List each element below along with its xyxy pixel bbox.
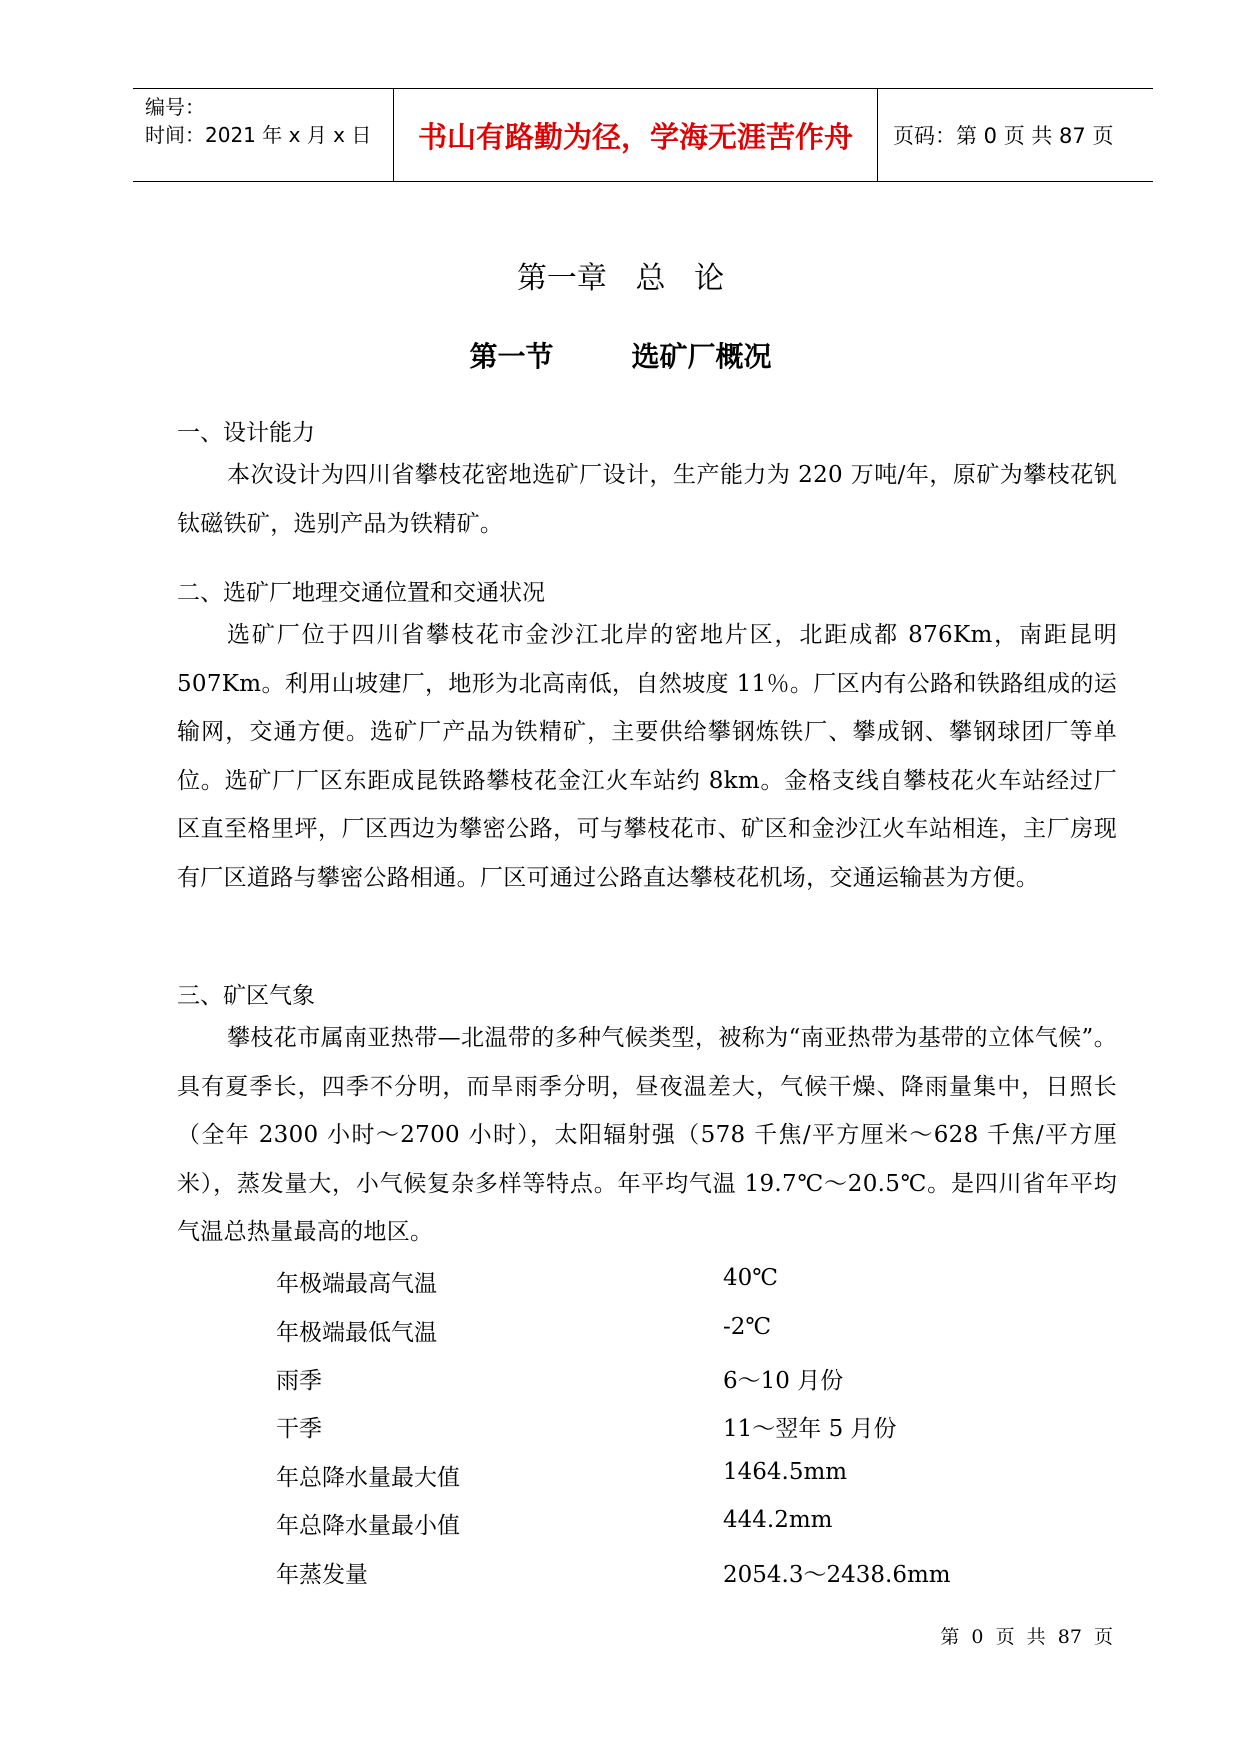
climate-row (0, 1314, 1241, 1354)
climate-label: 年极端最高气温 (276, 1271, 437, 1297)
header-motto: 书山有路勤为径，学海无涯苦作舟 (417, 119, 853, 154)
climate-row (0, 1459, 1241, 1499)
climate-row (0, 1410, 1241, 1450)
climate-value: 6～10 月份 (723, 1368, 844, 1394)
header-divider (877, 89, 878, 181)
page-footer: 第 0 页 共 87 页 (940, 1626, 1113, 1648)
climate-row (0, 1265, 1241, 1305)
climate-value: 2054.3～2438.6mm (723, 1562, 951, 1588)
climate-label: 年极端最低气温 (276, 1320, 437, 1346)
climate-value: 40℃ (723, 1265, 778, 1291)
paragraph-design-capacity: 本次设计为四川省攀枝花密地选矿厂设计，生产能力为 220 万吨/年，原矿为攀枝花钒钛磁铁矿，选别产品为铁精矿。 (177, 462, 1117, 537)
climate-value: 1464.5mm (723, 1459, 848, 1485)
section-heading-climate: 三、矿区气象 (177, 983, 315, 1009)
document-time-label: 时间：2021 年 x 月 x 日 (145, 123, 372, 147)
header-page-info: 页码：第 0 页 共 87 页 (893, 124, 1114, 148)
climate-label: 年总降水量最大值 (276, 1465, 460, 1491)
page-header (133, 88, 1153, 182)
climate-label: 雨季 (276, 1368, 322, 1394)
paragraph-location-transport: 选矿厂位于四川省攀枝花市金沙江北岸的密地片区，北距成都 876Km，南距昆明 507Km。利用山坡建厂，地形为北高南低，自然坡度 11％。厂区内有公路和铁路组成的运输网，交通方便。选矿厂产品为铁精矿，主要供给攀钢炼铁厂、攀成钢、攀钢球团厂等单位。选矿厂厂区东距成昆铁路攀枝花金江火车站约 8km。金格支线自攀枝花火车站经过厂区直至格里坪，厂区西边为攀密公路，可与攀枝花市、矿区和金沙江火车站相连，主厂房现有厂区道路与攀密公路相通。厂区可通过公路直达攀枝花机场，交通运输甚为方便。 (177, 622, 1117, 891)
climate-value: 444.2mm (723, 1507, 833, 1533)
climate-label: 年蒸发量 (276, 1562, 368, 1588)
climate-row (0, 1507, 1241, 1547)
section-title: 第一节 选矿厂概况 (469, 340, 772, 373)
chapter-title: 第一章 总 论 (516, 261, 725, 296)
climate-row (0, 1556, 1241, 1596)
section-heading-design-capacity: 一、设计能力 (177, 420, 315, 446)
paragraph-climate: 攀枝花市属南亚热带—北温带的多种气候类型，被称为“南亚热带为基带的立体气候”。具有夏季长，四季不分明，而旱雨季分明，昼夜温差大，气候干燥、降雨量集中，日照长（全年 2300 小时～2700 小时），太阳辐射强（578 千焦/平方厘米～628 千焦/平方厘米），蒸发量大，小气候复杂多样等特点。年平均气温 19.7℃～20.5℃。是四川省年平均气温总热量最高的地区。 (177, 1025, 1117, 1245)
climate-value: 11～翌年 5 月份 (723, 1416, 897, 1442)
section-heading-location-transport: 二、选矿厂地理交通位置和交通状况 (177, 580, 545, 606)
climate-row (0, 1362, 1241, 1402)
header-meta (145, 93, 395, 149)
climate-label: 年总降水量最小值 (276, 1513, 460, 1539)
climate-value: -2℃ (723, 1314, 772, 1340)
climate-label: 干季 (276, 1416, 322, 1442)
document-number-label: 编号： (145, 95, 205, 119)
